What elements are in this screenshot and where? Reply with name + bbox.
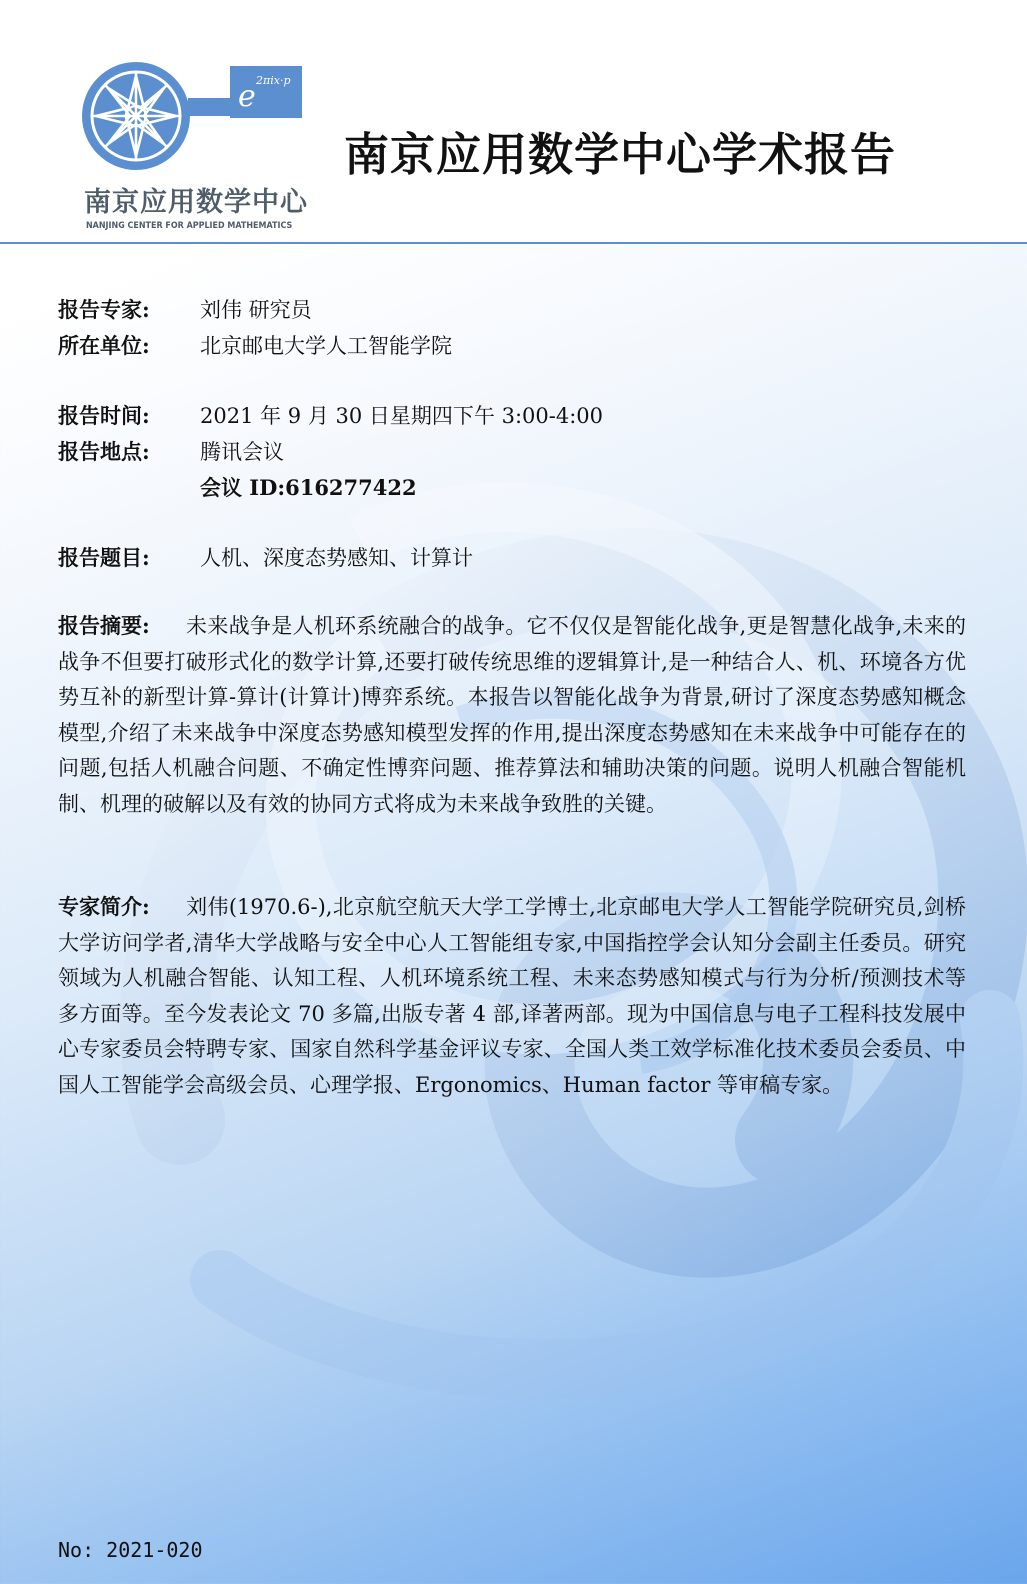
meeting-id: 会议 ID:616277422 [200, 475, 417, 500]
topic-label: 报告题目: [58, 545, 150, 570]
location-row [58, 436, 284, 466]
report-number: No: 2021-020 [58, 1538, 203, 1562]
bio-label: 专家简介: [58, 894, 150, 919]
speaker-value: 刘伟 研究员 [200, 298, 312, 322]
location-label: 报告地点: [58, 439, 150, 464]
affiliation-value: 北京邮电大学人工智能学院 [200, 334, 452, 358]
affiliation-label: 所在单位: [58, 333, 150, 358]
logo-formula-base: e [238, 79, 256, 114]
logo-name-en: NANJING CENTER FOR APPLIED MATHEMATICS [86, 221, 293, 231]
speaker-row [58, 294, 312, 324]
location-value: 腾讯会议 [200, 440, 284, 464]
center-logo-icon [80, 58, 320, 176]
logo-name-cn: 南京应用数学中心 [84, 187, 308, 218]
time-label: 报告时间: [58, 403, 150, 428]
time-value: 2021 年 9 月 30 日星期四下午 3:00-4:00 [200, 404, 603, 428]
abstract-label: 报告摘要: [58, 613, 150, 638]
affiliation-row [58, 330, 452, 360]
bio-paragraph [58, 889, 966, 1103]
time-row [58, 400, 603, 430]
speaker-label: 报告专家: [58, 297, 150, 322]
abstract-text: 未来战争是人机环系统融合的战争。它不仅仅是智能化战争,更是智慧化战争,未来的战争不但要打破形式化的数学计算,还要打破传统思维的逻辑算计,是一种结合人、机、环境各方优势互补的新型计算-算计(计算计)博弈系统。本报告以智能化战争为背景,研讨了深度态势感知概念模型,介绍了未来战争中深度态势感知模型发挥的作用,提出深度态势感知在未来战争中可能存在的问题,包括人机融合问题、不确定性博弈问题、推荐算法和辅助决策的问题。说明人机融合智能机制、机理的破解以及有效的协同方式将成为未来战争致胜的关键。 [58, 614, 966, 816]
abstract-paragraph [58, 608, 966, 822]
logo-formula-exponent: 2πix·p [256, 74, 291, 87]
bio-text: 刘伟(1970.6-),北京航空航天大学工学博士,北京邮电大学人工智能学院研究员,剑桥大学访问学者,清华大学战略与安全中心人工智能组专家,中国指控学会认知分会副主任委员。研究领域为人机融合智能、认知工程、人机环境系统工程、未来态势感知模式与行为分析/预测技术等多方面等。至今发表论文 70 多篇,出版专著 4 部,译著两部。现为中国信息与电子工程科技发展中心专家委员会特聘专家、国家自然科学基金评议专家、全国人类工效学标准化技术委员会委员、中国人工智能学会高级会员、心理学报、Ergonomics、Human factor 等审稿专家。 [58, 895, 966, 1097]
topic-row [58, 542, 473, 572]
header-divider [0, 242, 1027, 244]
topic-value: 人机、深度态势感知、计算计 [200, 546, 473, 570]
page-title: 南京应用数学中心学术报告 [344, 128, 897, 181]
